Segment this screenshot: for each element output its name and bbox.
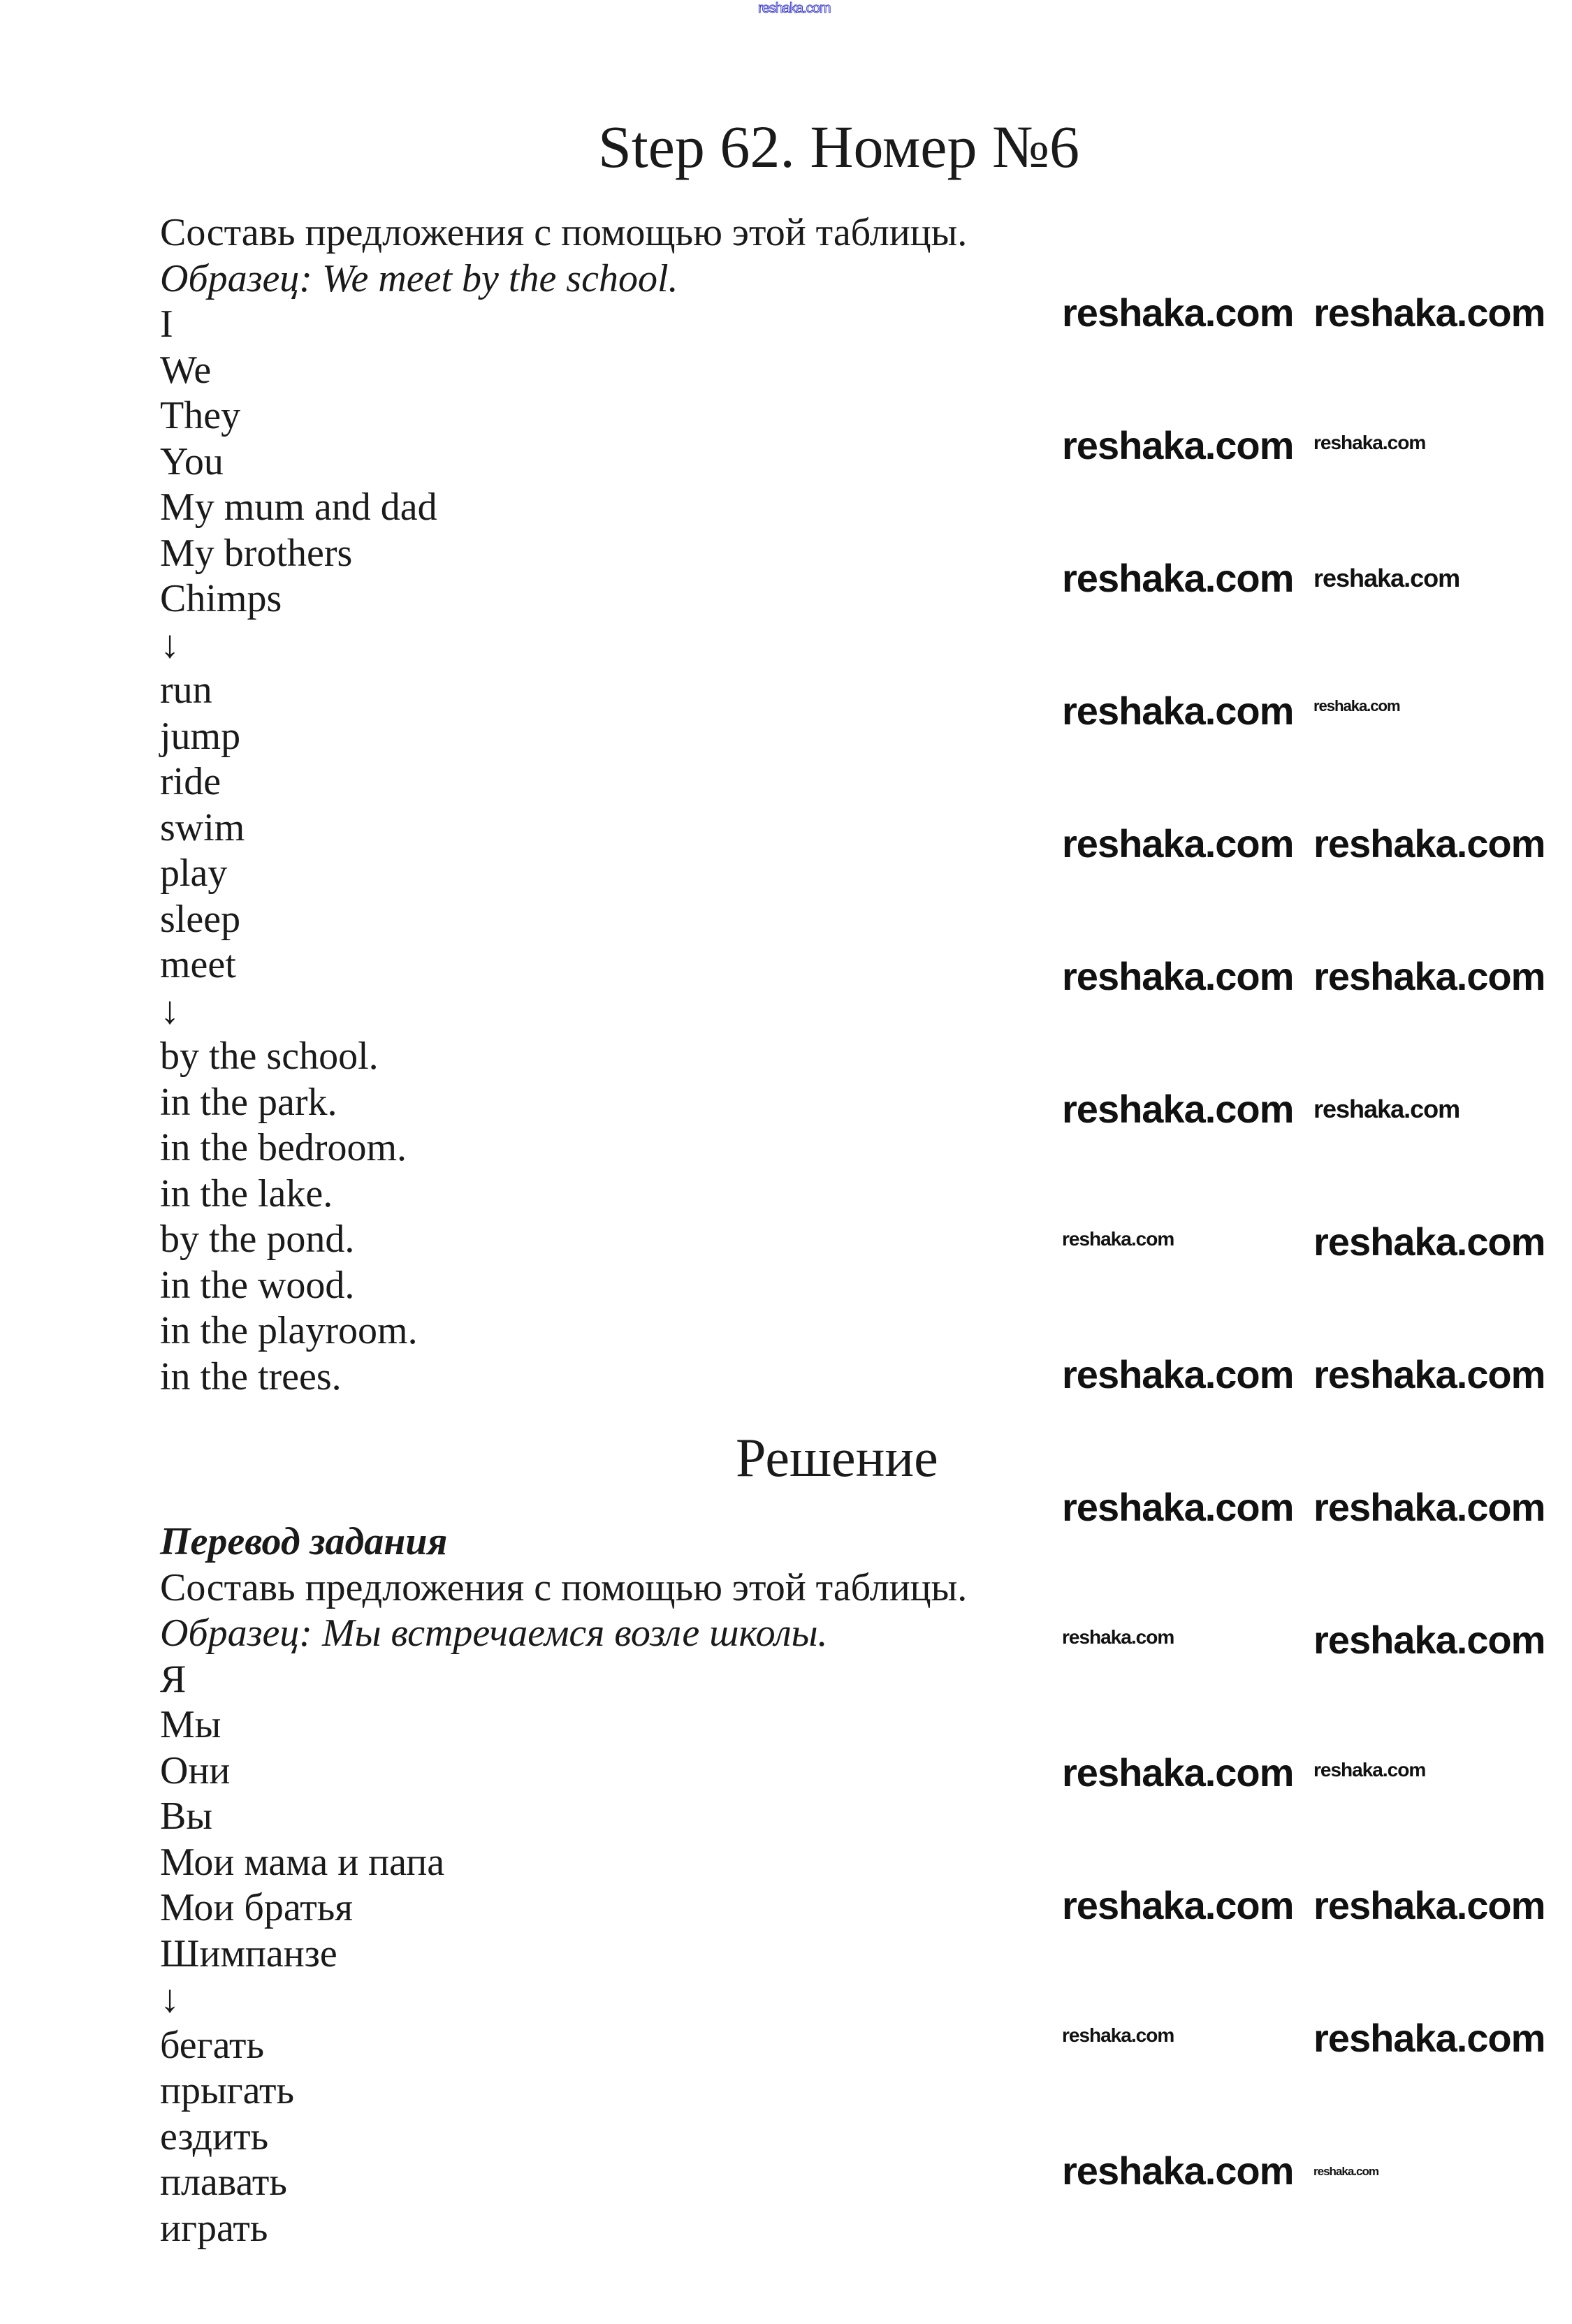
watermark: reshaka.com: [1062, 556, 1294, 600]
subject: We: [160, 348, 212, 392]
watermark: reshaka.com: [1313, 291, 1545, 335]
subject: Chimps: [160, 577, 282, 620]
arrow-down-icon: ↓: [160, 1978, 180, 2021]
watermark: reshaka.com: [1313, 1352, 1545, 1396]
example: Образец: Мы встречаемся возле школы.: [160, 1612, 828, 1655]
verb: ride: [160, 760, 221, 803]
verb: run: [160, 668, 212, 712]
subject: Они: [160, 1748, 231, 1792]
translation-block: [160, 1519, 967, 2251]
watermark: reshaka.com: [1062, 2024, 1174, 2046]
watermark: reshaka.com: [1313, 697, 1400, 715]
solution-heading: Решение: [736, 1427, 938, 1488]
place: in the lake.: [160, 1171, 333, 1215]
watermark: reshaka.com: [1313, 1485, 1545, 1529]
watermark: reshaka.com: [1062, 1087, 1294, 1131]
verb: бегать: [160, 2023, 264, 2067]
instruction: Составь предложения с помощью этой таблицы.: [160, 1565, 968, 1609]
watermark: reshaka.com: [1313, 954, 1545, 998]
watermark: reshaka.com: [1062, 423, 1294, 467]
watermark: reshaka.com: [1062, 1228, 1174, 1250]
subject: My mum and dad: [160, 485, 437, 529]
watermark: reshaka.com: [1313, 564, 1460, 592]
place: in the park.: [160, 1080, 337, 1124]
watermark: reshaka.com: [1313, 1883, 1545, 1927]
instruction: Составь предложения с помощью этой таблицы.: [160, 211, 968, 254]
watermark: reshaka.com: [1313, 432, 1426, 453]
verb: sleep: [160, 897, 241, 941]
watermark: reshaka.com: [758, 1, 831, 16]
task-block: [160, 210, 967, 1400]
subject: I: [160, 302, 173, 346]
place: by the pond.: [160, 1218, 355, 1261]
place: in the trees.: [160, 1354, 342, 1398]
example: Образец: We meet by the school.: [160, 256, 678, 300]
subject: They: [160, 394, 241, 437]
watermark: reshaka.com: [1313, 821, 1545, 865]
watermark: reshaka.com: [1062, 821, 1294, 865]
page-title: Step 62. Номер №6: [598, 113, 1080, 180]
verb: ездить: [160, 2114, 269, 2158]
watermark: reshaka.com: [1062, 954, 1294, 998]
verb: jump: [160, 714, 241, 758]
place: by the school.: [160, 1035, 379, 1078]
subject: My brothers: [160, 531, 353, 575]
subject: Шимпанзе: [160, 1931, 337, 1975]
subject: Вы: [160, 1795, 212, 1838]
translation-heading: Перевод задания: [160, 1520, 448, 1563]
watermark: reshaka.com: [1062, 1751, 1294, 1795]
verb: плавать: [160, 2161, 287, 2204]
verb: meet: [160, 943, 236, 986]
watermark: reshaka.com: [1313, 1220, 1545, 1264]
subject: Я: [160, 1657, 187, 1701]
arrow-down-icon: ↓: [160, 622, 180, 666]
place: in the playroom.: [160, 1309, 418, 1352]
watermark: reshaka.com: [1062, 1883, 1294, 1927]
place: in the wood.: [160, 1263, 355, 1307]
verb: играть: [160, 2206, 268, 2250]
watermark: reshaka.com: [1062, 1626, 1174, 1648]
watermark: reshaka.com: [1313, 1759, 1426, 1781]
watermark: reshaka.com: [1313, 2016, 1545, 2060]
verb: прыгать: [160, 2069, 294, 2112]
watermark: reshaka.com: [1313, 1095, 1460, 1123]
subject: Мои мама и папа: [160, 1840, 445, 1884]
subject: Мы: [160, 1703, 221, 1746]
watermark: reshaka.com: [1062, 1352, 1294, 1396]
watermark: reshaka.com: [1062, 291, 1294, 335]
watermark: reshaka.com: [1062, 1485, 1294, 1529]
watermark: reshaka.com: [1313, 1618, 1545, 1662]
arrow-down-icon: ↓: [160, 988, 180, 1032]
subject: You: [160, 439, 224, 483]
watermark: reshaka.com: [1313, 2165, 1378, 2178]
verb: play: [160, 852, 228, 895]
place: in the bedroom.: [160, 1126, 407, 1169]
subject: Мои братья: [160, 1886, 354, 1929]
verb: swim: [160, 805, 245, 849]
watermark: reshaka.com: [1062, 689, 1294, 733]
watermark: reshaka.com: [1062, 2149, 1294, 2193]
